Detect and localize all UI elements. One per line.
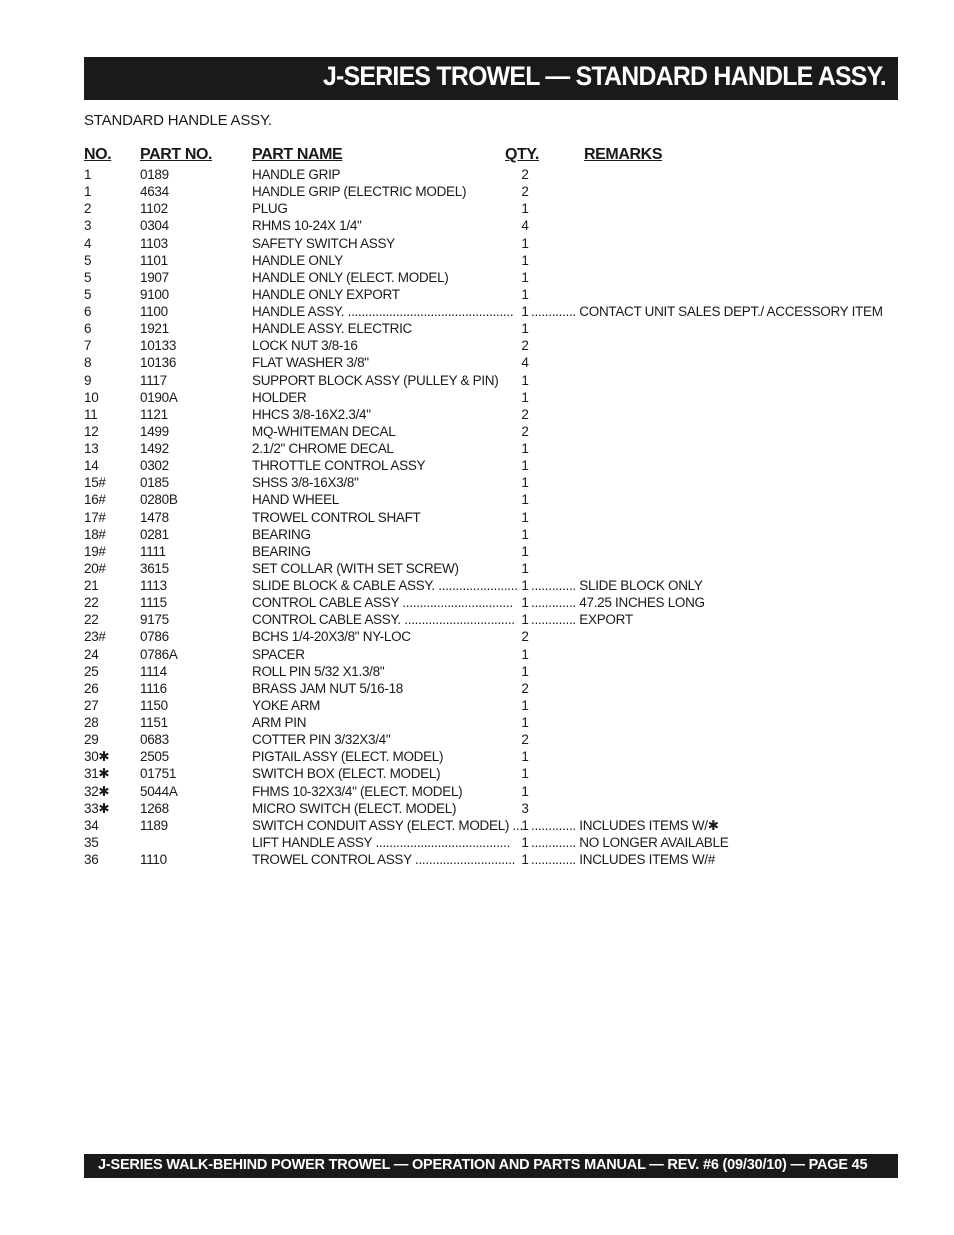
cell-part-name: BEARING — [252, 543, 311, 559]
table-row — [0, 509, 954, 526]
cell-part-no: 01751 — [140, 766, 177, 782]
cell-no: 25 — [84, 663, 99, 679]
cell-no: 24 — [84, 646, 99, 662]
cell-no: 11 — [84, 406, 98, 422]
cell-part-name: BCHS 1/4-20X3/8" NY-LOC — [252, 629, 411, 645]
table-row — [0, 851, 954, 868]
footer-text: J-SERIES WALK-BEHIND POWER TROWEL — OPERATION AND PARTS MANUAL — REV. #6 (09/30/10) — PAGE 45 — [98, 1157, 868, 1173]
cell-part-no: 5044A — [140, 783, 178, 799]
cell-part-name: TROWEL CONTROL SHAFT — [252, 509, 421, 525]
cell-qty: 1 — [521, 441, 529, 456]
cell-part-name: CONTROL CABLE ASSY ................................ — [252, 595, 513, 611]
table-row — [0, 320, 954, 337]
cell-part-no: 0302 — [140, 458, 169, 474]
cell-part-no: 1102 — [140, 201, 168, 217]
cell-part-no: 0304 — [140, 218, 169, 234]
cell-qty: 1 — [521, 766, 529, 782]
table-row — [0, 372, 954, 389]
cell-part-no: 0281 — [140, 526, 169, 542]
cell-part-name: HANDLE ONLY EXPORT — [252, 286, 400, 302]
cell-no: 33✱ — [84, 800, 110, 816]
cell-remarks: ............. SLIDE BLOCK ONLY — [531, 578, 703, 593]
cell-no: 1 — [84, 184, 92, 200]
cell-no: 19# — [84, 543, 106, 559]
cell-qty: 1 — [521, 458, 529, 474]
table-row — [0, 303, 954, 320]
cell-qty: 1 — [521, 526, 529, 542]
section-title: STANDARD HANDLE ASSY. — [84, 112, 272, 129]
cell-qty: 1 — [521, 269, 529, 285]
cell-part-no: 1268 — [140, 800, 169, 816]
cell-part-name: SUPPORT BLOCK ASSY (PULLEY & PIN) — [252, 372, 499, 388]
cell-no: 5 — [84, 252, 92, 268]
table-row — [0, 217, 954, 234]
table-row — [0, 646, 954, 663]
cell-part-no: 1103 — [140, 235, 168, 251]
cell-remarks: ............. CONTACT UNIT SALES DEPT./ ACCESSORY ITEM — [531, 304, 883, 319]
cell-part-no: 2505 — [140, 749, 169, 765]
table-row — [0, 406, 954, 423]
cell-part-name: SPACER — [252, 646, 305, 662]
cell-remarks: ............. 47.25 INCHES LONG — [531, 595, 705, 611]
cell-part-name: YOKE ARM — [252, 697, 321, 713]
cell-part-no: 1117 — [140, 372, 167, 388]
col-header-part-name: PART NAME — [252, 146, 343, 163]
cell-part-no: 0786A — [140, 646, 178, 662]
table-row — [0, 834, 954, 851]
cell-part-name: HANDLE ONLY (ELECT. MODEL) — [252, 269, 449, 285]
cell-part-no: 1492 — [140, 441, 169, 456]
cell-no: 7 — [84, 338, 92, 354]
table-row — [0, 252, 954, 269]
cell-qty: 2 — [521, 423, 529, 439]
cell-part-name: HANDLE GRIP — [252, 167, 341, 182]
cell-no: 35 — [84, 834, 99, 850]
table-row — [0, 543, 954, 560]
cell-part-name: SET COLLAR (WITH SET SCREW) — [252, 560, 459, 576]
cell-no: 6 — [84, 321, 92, 337]
cell-part-name: ROLL PIN 5/32 X1.3/8" — [252, 663, 385, 679]
cell-part-name: BRASS JAM NUT 5/16-18 — [252, 680, 404, 696]
cell-no: 15# — [84, 475, 106, 491]
table-row — [0, 680, 954, 697]
cell-part-name: SAFETY SWITCH ASSY — [252, 235, 395, 251]
table-row — [0, 577, 954, 594]
cell-part-name: FLAT WASHER 3/8" — [252, 355, 369, 371]
cell-no: 8 — [84, 355, 92, 371]
table-row — [0, 235, 954, 252]
cell-part-no: 1121 — [140, 406, 168, 422]
cell-no: 23# — [84, 629, 106, 645]
cell-no: 21 — [84, 578, 99, 593]
cell-qty: 1 — [521, 715, 529, 730]
table-row — [0, 783, 954, 800]
cell-remarks: ............. INCLUDES ITEMS W/# — [531, 852, 715, 867]
cell-no: 22 — [84, 612, 99, 628]
cell-qty: 1 — [521, 372, 529, 388]
cell-part-no: 1478 — [140, 509, 169, 525]
cell-part-name: FHMS 10-32X3/4" (ELECT. MODEL) — [252, 783, 463, 799]
cell-no: 3 — [84, 218, 92, 234]
cell-part-name: THROTTLE CONTROL ASSY — [252, 458, 426, 474]
cell-qty: 1 — [521, 783, 529, 799]
cell-qty: 1 — [521, 286, 529, 302]
cell-part-no: 4634 — [140, 184, 169, 200]
cell-part-name: BEARING — [252, 526, 311, 542]
cell-part-name: COTTER PIN 3/32X3/4" — [252, 732, 391, 748]
table-row — [0, 765, 954, 782]
cell-part-name: PLUG — [252, 201, 288, 217]
cell-qty: 2 — [521, 680, 529, 696]
col-header-qty: QTY. — [505, 146, 539, 163]
cell-qty: 1 — [521, 817, 529, 833]
cell-part-no: 9175 — [140, 612, 169, 628]
cell-part-no: 1151 — [140, 715, 168, 730]
table-row — [0, 491, 954, 508]
cell-qty: 1 — [521, 201, 529, 217]
cell-part-name: HANDLE ONLY — [252, 252, 343, 268]
cell-part-no: 0190A — [140, 389, 178, 405]
cell-part-name: ARM PIN — [252, 715, 307, 730]
cell-no: 34 — [84, 817, 99, 833]
cell-qty: 1 — [521, 663, 529, 679]
table-row — [0, 200, 954, 217]
cell-remarks: ............. INCLUDES ITEMS W/✱ — [531, 817, 719, 833]
cell-no: 22 — [84, 595, 99, 611]
cell-qty: 1 — [521, 697, 529, 713]
parts-list — [0, 166, 954, 868]
cell-no: 1 — [84, 167, 92, 182]
cell-no: 13 — [84, 441, 99, 456]
table-row — [0, 611, 954, 628]
cell-qty: 2 — [521, 167, 529, 182]
cell-qty: 1 — [521, 509, 529, 525]
table-row — [0, 337, 954, 354]
cell-part-no: 1921 — [140, 321, 169, 337]
cell-no: 18# — [84, 526, 106, 542]
table-row — [0, 354, 954, 371]
cell-no: 29 — [84, 732, 99, 748]
cell-qty: 1 — [521, 543, 529, 559]
cell-qty: 1 — [521, 560, 529, 576]
cell-qty: 1 — [521, 304, 529, 319]
cell-part-no: 1189 — [140, 817, 168, 833]
cell-qty: 2 — [521, 184, 529, 200]
cell-remarks: ............. NO LONGER AVAILABLE — [531, 834, 729, 850]
cell-qty: 4 — [521, 355, 529, 371]
cell-part-no: 0185 — [140, 475, 169, 491]
cell-part-name: SLIDE BLOCK & CABLE ASSY. ....................... — [252, 578, 518, 593]
table-row — [0, 269, 954, 286]
cell-qty: 1 — [521, 834, 529, 850]
table-row — [0, 817, 954, 834]
cell-part-name: MQ-WHITEMAN DECAL — [252, 423, 396, 439]
cell-part-name: HHCS 3/8-16X2.3/4" — [252, 406, 371, 422]
cell-part-no: 1110 — [140, 852, 167, 867]
cell-qty: 1 — [521, 852, 529, 867]
cell-part-name: HANDLE ASSY. ................................................ — [252, 304, 514, 319]
cell-part-name: PIGTAIL ASSY (ELECT. MODEL) — [252, 749, 444, 765]
cell-qty: 2 — [521, 338, 529, 354]
cell-part-no: 10133 — [140, 338, 177, 354]
cell-part-no: 10136 — [140, 355, 177, 371]
cell-part-name: RHMS 10-24X 1/4" — [252, 218, 362, 234]
cell-part-name: SWITCH CONDUIT ASSY (ELECT. MODEL) ... — [252, 817, 523, 833]
table-row — [0, 423, 954, 440]
cell-qty: 1 — [521, 578, 529, 593]
cell-no: 20# — [84, 560, 106, 576]
col-header-no: NO. — [84, 146, 112, 163]
cell-part-no: 1100 — [140, 304, 168, 319]
cell-qty: 1 — [521, 321, 529, 337]
cell-part-no: 1116 — [140, 680, 167, 696]
cell-qty: 3 — [521, 800, 529, 816]
cell-part-name: HAND WHEEL — [252, 492, 340, 508]
cell-part-no: 1111 — [140, 543, 166, 559]
cell-part-no: 1499 — [140, 423, 169, 439]
col-header-remarks: REMARKS — [584, 146, 663, 163]
cell-part-no: 0189 — [140, 167, 169, 182]
table-row — [0, 389, 954, 406]
cell-no: 12 — [84, 423, 99, 439]
table-row — [0, 166, 954, 183]
cell-no: 26 — [84, 680, 99, 696]
cell-no: 9 — [84, 372, 92, 388]
cell-part-name: LIFT HANDLE ASSY ....................................... — [252, 834, 511, 850]
cell-no: 28 — [84, 715, 99, 730]
cell-part-no: 1150 — [140, 697, 168, 713]
cell-part-name: TROWEL CONTROL ASSY ............................. — [252, 852, 516, 867]
cell-part-no: 3615 — [140, 560, 169, 576]
table-row — [0, 628, 954, 645]
cell-part-no: 1101 — [140, 252, 168, 268]
cell-no: 6 — [84, 304, 92, 319]
cell-qty: 4 — [521, 218, 529, 234]
cell-qty: 2 — [521, 406, 529, 422]
table-row — [0, 457, 954, 474]
cell-part-name: CONTROL CABLE ASSY. ................................ — [252, 612, 515, 628]
cell-part-name: HANDLE GRIP (ELECTRIC MODEL) — [252, 184, 467, 200]
cell-part-name: HOLDER — [252, 389, 307, 405]
table-row — [0, 440, 954, 457]
cell-no: 4 — [84, 235, 92, 251]
cell-no: 36 — [84, 852, 99, 867]
cell-qty: 1 — [521, 235, 529, 251]
cell-part-name: SHSS 3/8-16X3/8" — [252, 475, 359, 491]
cell-no: 5 — [84, 286, 92, 302]
table-row — [0, 800, 954, 817]
cell-part-no: 1907 — [140, 269, 169, 285]
cell-part-name: HANDLE ASSY. ELECTRIC — [252, 321, 413, 337]
cell-no: 16# — [84, 492, 106, 508]
cell-no: 5 — [84, 269, 92, 285]
cell-no: 10 — [84, 389, 99, 405]
cell-qty: 1 — [521, 492, 529, 508]
cell-part-no: 0786 — [140, 629, 169, 645]
cell-part-name: 2.1/2" CHROME DECAL — [252, 441, 394, 456]
cell-qty: 1 — [521, 646, 529, 662]
cell-qty: 2 — [521, 629, 529, 645]
table-row — [0, 286, 954, 303]
cell-qty: 1 — [521, 475, 529, 491]
cell-part-no: 0280B — [140, 492, 178, 508]
table-row — [0, 748, 954, 765]
cell-remarks: ............. EXPORT — [531, 612, 633, 628]
cell-qty: 1 — [521, 749, 529, 765]
table-row — [0, 714, 954, 731]
page-title-bar — [84, 57, 898, 100]
cell-no: 31✱ — [84, 766, 110, 782]
cell-qty: 2 — [521, 732, 529, 748]
table-row — [0, 731, 954, 748]
cell-part-no: 9100 — [140, 286, 169, 302]
cell-no: 32✱ — [84, 783, 110, 799]
table-row — [0, 663, 954, 680]
cell-no: 17# — [84, 509, 106, 525]
table-row — [0, 474, 954, 491]
cell-qty: 1 — [521, 252, 529, 268]
table-row — [0, 526, 954, 543]
page-title: J-SERIES TROWEL — STANDARD HANDLE ASSY. — [323, 61, 886, 91]
cell-qty: 1 — [521, 612, 529, 628]
col-header-part-no: PART NO. — [140, 146, 213, 163]
table-row — [0, 183, 954, 200]
cell-no: 27 — [84, 697, 99, 713]
cell-part-no: 1115 — [140, 595, 167, 611]
cell-part-no: 1113 — [140, 578, 167, 593]
cell-qty: 1 — [521, 389, 529, 405]
table-row — [0, 697, 954, 714]
cell-part-name: SWITCH BOX (ELECT. MODEL) — [252, 766, 441, 782]
cell-no: 30✱ — [84, 749, 110, 765]
table-row — [0, 594, 954, 611]
cell-part-name: MICRO SWITCH (ELECT. MODEL) — [252, 800, 457, 816]
table-row — [0, 560, 954, 577]
footer-bar — [84, 1154, 898, 1178]
cell-no: 14 — [84, 458, 99, 474]
cell-qty: 1 — [521, 595, 529, 611]
cell-part-name: LOCK NUT 3/8-16 — [252, 338, 358, 354]
cell-no: 2 — [84, 201, 92, 217]
cell-part-no: 1114 — [140, 663, 167, 679]
cell-part-no: 0683 — [140, 732, 169, 748]
